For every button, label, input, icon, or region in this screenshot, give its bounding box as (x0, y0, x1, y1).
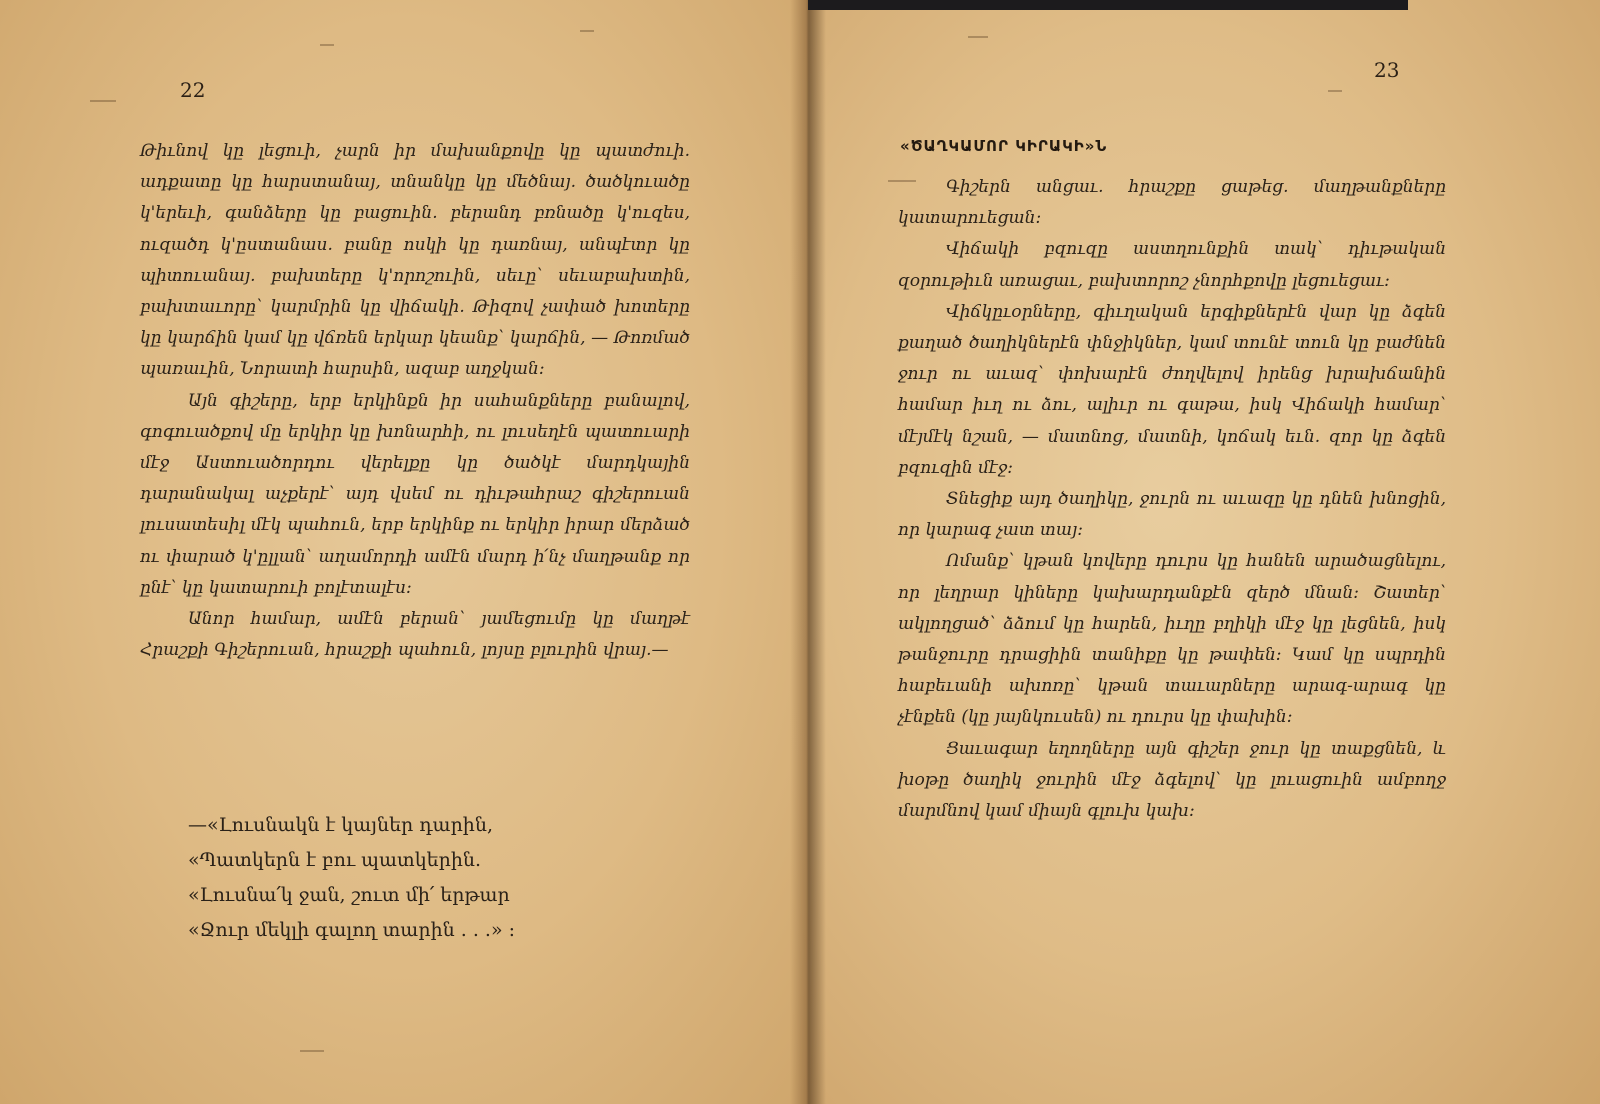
paper-mark (320, 44, 334, 46)
paragraph: Այն գիշերը, երբ երկինքն իր սահանքները բանալով, գոգուածքով մը երկիր կը խոնարհի, ու լուսեղէն պատուարի մէջ Աստուածորդու վերելքը կը ծածկէ մարդկային դարանակալ աչքերէ՝ այդ վսեմ ու դիւթահրաշ գիշերուան լուսատեսիլ մէկ պահուն, երբ երկինք ու երկիր իրար մերձած ու փարած կ'ըլլան՝ աղամորդի ամէն մարդ ի՛նչ մաղթանք որ ընէ՝ կը կատարուի բոլէտալէս։ (140, 390, 690, 598)
paragraph: Տնեցիք այդ ծաղիկը, ջուրն ու աւազը կը դնեն խնոցին, որ կարագ չատ տայ։ (898, 489, 1446, 541)
page-number: 23 (1374, 58, 1400, 82)
paragraph: Ոմանք՝ կթան կովերը դուրս կը հանեն արածացնելու, որ լեղրար կիները կախարդանքէն զերծ մնան։ Շատեր՝ ակլողցած՝ ձձում կը հարեն, իւղը բղիկի մէջ կը լեցնեն, իսկ թանջուրը դրացիին տանիքը կը թափեն։ Կամ կը սպրդին հաբեւանի ախոռը՝ կթան տաւարները արագ-արագ կը չէնքեն (կը յայնկուսեն) ու դուրս կը փախին։ (898, 551, 1446, 728)
paragraph: Գիշերն անցաւ. հրաշքը ցաթեց. մաղթանքները կատարուեցան։ (898, 177, 1446, 229)
paper-mark (580, 30, 594, 32)
poem-line: —«Լուսնակն է կայներ դարին, (188, 814, 493, 836)
chapter-heading: «ԾԱՂԿԱՄՈՐ ԿԻՐԱԿԻ»Ն (900, 137, 1108, 155)
left-body-text (140, 136, 690, 666)
paper-mark (968, 36, 988, 38)
poem (188, 808, 515, 948)
page-number: 22 (180, 78, 206, 102)
poem-line: «Պատկերն է բու պատկերին. (188, 849, 481, 871)
paper-mark (300, 1050, 324, 1052)
right-body-text (898, 172, 1446, 827)
paragraph: Անոր համար, ամէն բերան՝ յամեցումը կը մաղթէ Հրաշքի Գիշերուան, հրաշքի պահուն, լոյսը բլուրին վրայ.— (140, 609, 690, 661)
poem-line: «Լուսնա՛կ ջան, շուտ մի՛ երթար (188, 884, 510, 906)
paragraph: Ցաւագար եղողները այն գիշեր ջուր կը տաքցնեն, և խօթը ծաղիկ ջուրին մէջ ձգելով՝ կը լուացուին ամբողջ մարմնով կամ միայն գլուխ կախ։ (898, 738, 1446, 822)
paragraph: Վիճակի բզուզը աստղունքին տակ՝ դիւթական զօրութիւն առացաւ, բախտորոշ չնորհքովը լեցուեցաւ։ (898, 239, 1446, 291)
paragraph: Վիճկըւօրները, գիւղական երգիքներէն վար կը ձգեն քաղած ծաղիկներէն փնջիկներ, կամ տունէ տուն կը բաժնեն ջուր ու աւազ՝ փոխարէն ժողվելով իրենց խրախճանին համար իւղ ու ձու, ալիւր ու գաթա, իսկ Վիճակի համար՝ մէյմէկ նշան, — մատնոց, մատնի, կոճակ եւն. զոր կը ձգեն բզուզին մէջ։ (898, 301, 1446, 478)
paper-mark (90, 100, 116, 102)
paragraph: Թիւնով կը լեցուի, չարն իր մախանքովը կը պատժուի. ադքատը կը հարստանայ, տնանկը կը մեծնայ. ծածկուածը կ'երեւի, գանձերը կը բացուին. բերանդ բռնածը կ'ուզես, ուզածդ կ'ըստանաս. բանը ոսկի կը դառնայ, անպէտր կը պիտուանայ. բախտերը կ'որոշուին, սեւը՝ սեւաբախտին, բախտաւորը՝ կարմրին կը վիճակի. Թիզով չափած խոտերը կը կարճին կամ կը վճռեն երկար կեանք՝ կարճին, — Թոռմած պառաւին, Նորատի հարսին, ազաբ աղջկան։ (140, 141, 690, 380)
paper-mark (1328, 90, 1342, 92)
right-page (808, 0, 1600, 1104)
poem-line: «Ջուր մեկլի գալող տարին . . .» : (188, 919, 516, 941)
